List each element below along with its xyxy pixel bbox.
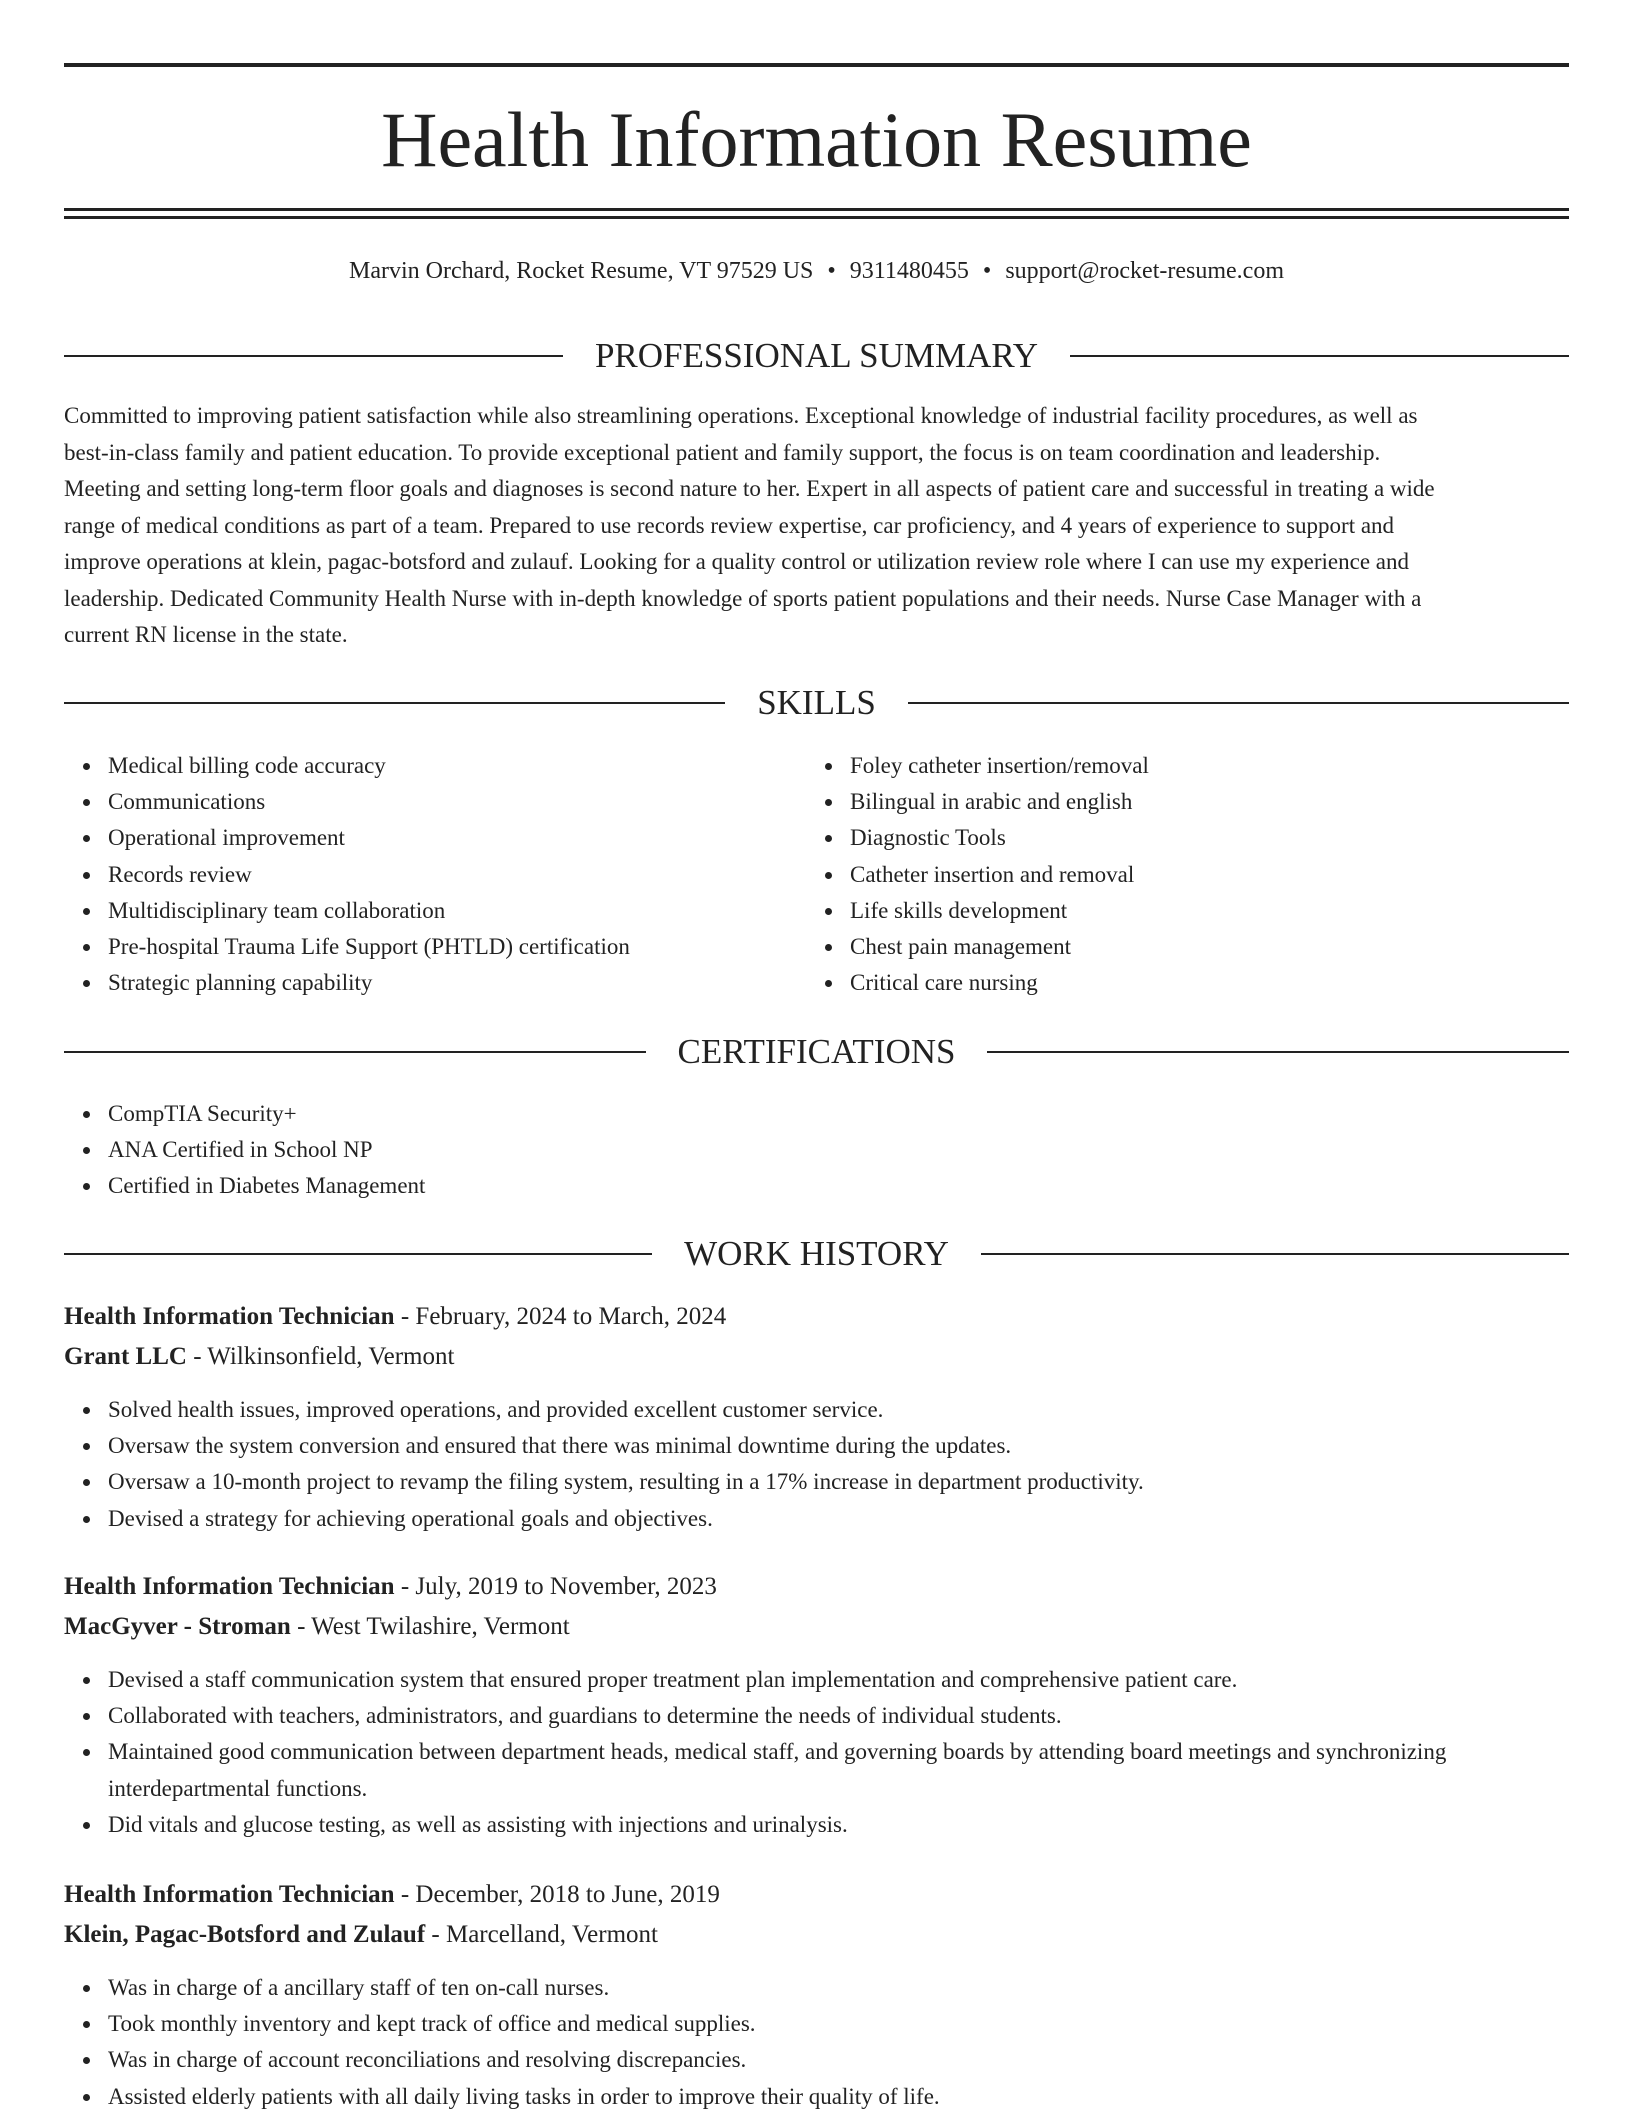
skill-item: Chest pain management: [850, 929, 1550, 965]
job-bullet: Devised a strategy for achieving operational goals and objectives.: [108, 1501, 1568, 1537]
job-bullet: Collaborated with teachers, administrators, and guardians to determine the needs of individual students.: [108, 1698, 1568, 1734]
top-rule: [64, 63, 1569, 67]
section-title: PROFESSIONAL SUMMARY: [594, 336, 1039, 375]
summary-line: range of medical conditions as part of a team. Prepared to use records review expertise, car proficiency, and 4 years of experience to support and: [64, 512, 1395, 538]
summary-line: Committed to improving patient satisfaction while also streamlining operations. Exceptional knowledge of industrial facility procedures, as well as: [64, 403, 1418, 428]
heading-rule: [64, 702, 725, 704]
job-company-line: [64, 1339, 1569, 1375]
job-company: Klein, Pagac-Botsford and Zulauf: [64, 1921, 426, 1948]
job-title-line: [64, 1299, 1569, 1335]
summary-heading: [64, 334, 1569, 378]
contact-separator: •: [827, 258, 836, 284]
job-title: Health Information Technician: [64, 1573, 395, 1600]
section-title: WORK HISTORY: [684, 1234, 949, 1273]
heading-rule: [981, 1253, 1569, 1255]
job-title-line: [64, 1877, 1569, 1913]
job-bullet: Assisted elderly patients with all daily living tasks in order to improve their quality of life.: [108, 2079, 1568, 2115]
job-company: Grant LLC: [64, 1343, 187, 1370]
heading-rule: [64, 1051, 646, 1053]
certification-item: ANA Certified in School NP: [108, 1132, 1568, 1168]
job-dates: - July, 2019 to November, 2023: [394, 1573, 717, 1600]
skill-item: Medical billing code accuracy: [108, 748, 808, 784]
heading-rule: [64, 1253, 652, 1255]
job-bullet: Devised a staff communication system that ensured proper treatment plan implementation and comprehensive patient care.: [108, 1662, 1568, 1698]
summary-line: leadership. Dedicated Community Health Nurse with in-depth knowledge of sports patient populations and their needs. Nurse Case Manager with a: [64, 585, 1422, 611]
section-title: CERTIFICATIONS: [677, 1032, 956, 1071]
skill-item: Pre-hospital Trauma Life Support (PHTLD) certification: [108, 929, 808, 965]
heading-rule: [987, 1051, 1569, 1053]
heading-rule: [64, 355, 563, 357]
job-location: - Marcelland, Vermont: [425, 1921, 658, 1948]
work-history-heading: [64, 1232, 1569, 1276]
skill-item: Communications: [108, 784, 808, 820]
job-bullet: Was in charge of a ancillary staff of ten on-call nurses.: [108, 1970, 1568, 2006]
skill-item: Strategic planning capability: [108, 965, 808, 1001]
skill-item: Operational improvement: [108, 820, 808, 856]
job-title: Health Information Technician: [64, 1303, 395, 1330]
job-bullet: Oversaw a 10-month project to revamp the filing system, resulting in a 17% increase in department productivity.: [108, 1464, 1568, 1500]
job-company-line: [64, 1917, 1569, 1953]
job-dates: - February, 2024 to March, 2024: [394, 1303, 727, 1330]
job-title-line: [64, 1569, 1569, 1605]
resume-title: Health Information Resume: [381, 96, 1252, 183]
certification-item: Certified in Diabetes Management: [108, 1168, 1568, 1204]
skill-item: Diagnostic Tools: [850, 820, 1550, 856]
job-bullet: Took monthly inventory and kept track of office and medical supplies.: [108, 2006, 1568, 2042]
skill-item: Catheter insertion and removal: [850, 857, 1550, 893]
contact-line: [64, 254, 1569, 288]
certification-item: CompTIA Security+: [108, 1096, 1568, 1132]
summary-line: Meeting and setting long-term floor goals and diagnoses is second nature to her. Expert in all aspects of patient care and successful in treating a wide: [64, 476, 1435, 501]
job-location: - Wilkinsonfield, Vermont: [186, 1343, 455, 1370]
job-bullets: [64, 1970, 1568, 2115]
job-title: Health Information Technician: [64, 1881, 395, 1908]
job-bullet: Was in charge of account reconciliations and resolving discrepancies.: [108, 2042, 1568, 2078]
title-rule-lower: [64, 216, 1569, 219]
summary-line: best-in-class family and patient education. To provide exceptional patient and family support, the focus is on team coordination and leadership.: [64, 439, 1381, 465]
skill-item: Critical care nursing: [850, 965, 1550, 1001]
skills-heading: [64, 681, 1569, 725]
certifications-heading: [64, 1030, 1569, 1074]
job-bullet: Maintained good communication between department heads, medical staff, and governing boards by attending board meetings and synchronizing interdepartmental functions.: [108, 1734, 1568, 1806]
job-bullets: [64, 1662, 1568, 1843]
contact-address: Marvin Orchard, Rocket Resume, VT 97529 US: [349, 258, 814, 284]
contact-separator: •: [982, 258, 992, 284]
summary-line: improve operations at klein, pagac-botsford and zulauf. Looking for a quality control or utilization review role where I can use my experience and: [64, 549, 1410, 574]
job-company: MacGyver - Stroman: [64, 1613, 291, 1640]
job-bullet: Solved health issues, improved operations, and provided excellent customer service.: [108, 1392, 1568, 1428]
contact-email: support@rocket-resume.com: [1005, 258, 1284, 284]
section-title: SKILLS: [757, 683, 876, 722]
job-bullet: Oversaw the system conversion and ensured that there was minimal downtime during the updates.: [108, 1428, 1568, 1464]
contact-phone: 9311480455: [849, 258, 969, 284]
skills-list-right: [806, 748, 1550, 1001]
skill-item: Life skills development: [850, 893, 1550, 929]
skill-item: Foley catheter insertion/removal: [850, 748, 1550, 784]
job-dates: - December, 2018 to June, 2019: [394, 1881, 720, 1908]
skill-item: Bilingual in arabic and english: [850, 784, 1550, 820]
skill-item: Multidisciplinary team collaboration: [108, 893, 808, 929]
job-company-line: [64, 1609, 1569, 1645]
heading-rule: [908, 702, 1569, 704]
skill-item: Records review: [108, 857, 808, 893]
summary-text: [64, 398, 1569, 654]
job-bullet: Did vitals and glucose testing, as well as assisting with injections and urinalysis.: [108, 1807, 1568, 1843]
title-rule-upper: [64, 208, 1569, 211]
job-bullets: [64, 1392, 1568, 1537]
summary-line: current RN license in the state.: [64, 622, 348, 647]
certifications-list: [64, 1096, 1568, 1205]
heading-rule: [1070, 355, 1569, 357]
skills-list-left: [64, 748, 808, 1001]
job-location: - West Twilashire, Vermont: [290, 1613, 570, 1640]
